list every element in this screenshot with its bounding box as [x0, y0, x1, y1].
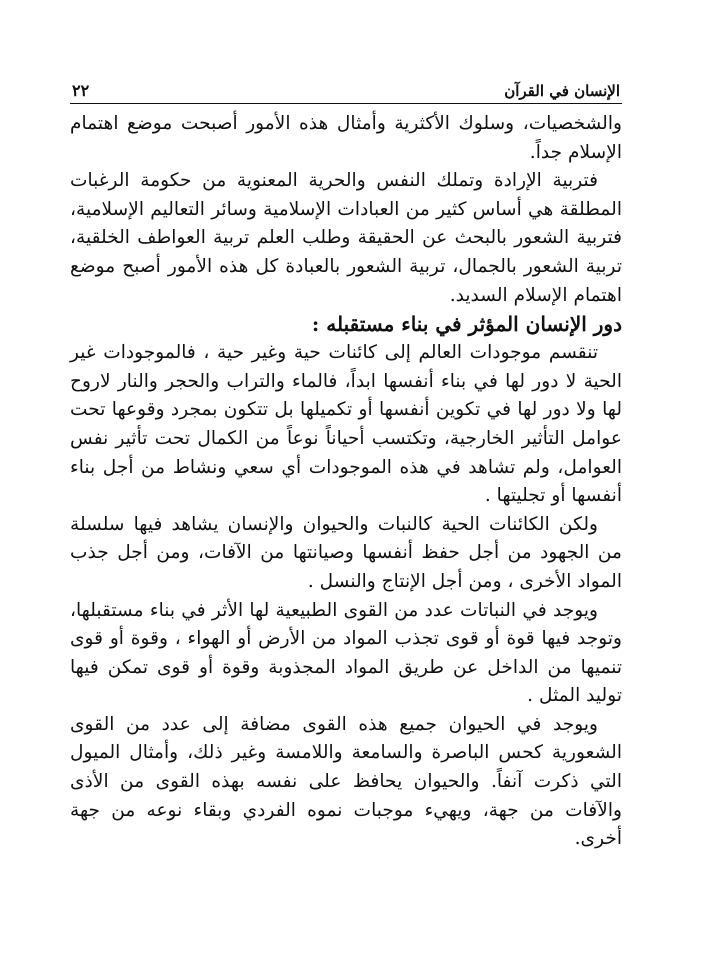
paragraph-4: ولكن الكائنات الحية كالنبات والحيوان والإنسان يشاهد فيها سلسلة من الجهود من أجل حفظ أنفسها وصيانتها من الآفات، ومن أجل جذب المواد الأخرى ، ومن أجل الإنتاج والنسل .	[70, 513, 622, 592]
paragraph-6: ويوجد في الحيوان جميع هذه القوى مضافة إلى عدد من القوى الشعورية كحس الباصرة والسامعة واللامسة وغير ذلك، وأمثال الميول التي ذكرت آنفاً. والحيوان يحافظ على نفسه بهذه القوى من الأذى والآفات من جهة، ويهيء موجبات نموه الفردي وبقاء نوعه من جهة أخرى.	[70, 713, 622, 850]
running-header	[70, 74, 622, 104]
document-page	[70, 74, 622, 854]
section-heading: دور الإنسان المؤثر في بناء مستقبله :	[311, 312, 622, 337]
page-body	[70, 110, 622, 854]
book-title: الإنسان في القرآن	[504, 82, 620, 100]
paragraph-3: تنقسم موجودات العالم إلى كائنات حية وغير حية ، فالموجودات غير الحية لا دور لها في بناء أنفسها ابداً، فالماء والتراب والحجر والنار لاروح لها ولا دور لها في تكوين أنفسها أو تكميلها بل تتكون بمجرد وقوعها تحت عوامل التأثير الخارجية، وتكتسب أحياناً نوعاً من الكمال تحت تأثير نفس العوامل، ولم تشاهد في هذه الموجودات أي سعي ونشاط من أجل بناء أنفسها أو تجليتها .	[70, 342, 622, 507]
paragraph-1: والشخصيات، وسلوك الأكثرية وأمثال هذه الأمور أصبحت موضع اهتمام الإسلام جداً.	[70, 113, 622, 163]
paragraph-2: فتربية الإرادة وتملك النفس والحرية المعنوية من حكومة الرغبات المطلقة هي أساس كثير من العبادات الإسلامية وسائر التعاليم الإسلامية، فتربية الشعور بالبحث عن الحقيقة وطلب العلم تربية العواطف الخلقية، تربية الشعور بالجمال، تربية الشعور بالعبادة كل هذه الأمور أصبح موضع اهتمام الإسلام السديد.	[70, 170, 622, 306]
paragraph-5: ويوجد في النباتات عدد من القوى الطبيعية لها الأثر في بناء مستقبلها، وتوجد فيها قوة أو قوى تجذب المواد من الأرض أو الهواء ، وقوة أو قوى تنميها من الداخل عن طريق المواد المجذوبة وقوة أو قوى تمكن فيها توليد المثل .	[70, 599, 622, 707]
page-number: ٢٢	[72, 81, 90, 100]
